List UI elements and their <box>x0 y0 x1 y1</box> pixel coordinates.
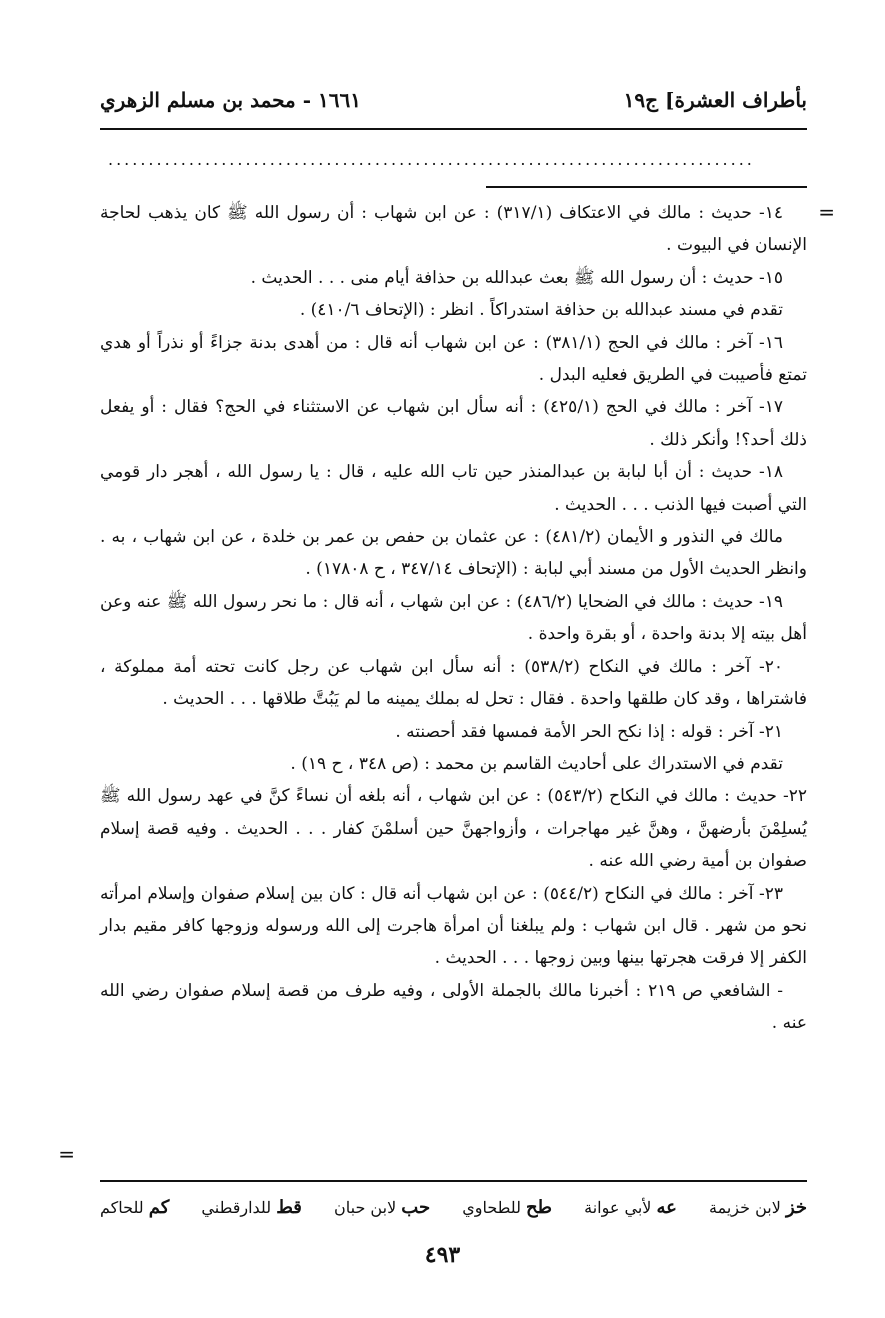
abbreviation-label: لأبي عوانة <box>584 1197 652 1217</box>
running-header <box>100 80 807 120</box>
abbreviation-code: خز <box>785 1196 807 1218</box>
page-number: ٤٩٣ <box>424 1242 461 1268</box>
continuation-dots: ................................................................................ <box>108 150 755 169</box>
abbreviation-label: لابن حبان <box>334 1197 397 1217</box>
paragraph: ١٨- حديث : أن أبا لبابة بن عبدالمنذر حين تاب الله عليه ، قال : يا رسول الله ، أهجر دار قومي التي أصبت فيها الذنب . . . الحديث . <box>100 462 807 515</box>
abbreviation-item <box>100 1197 169 1218</box>
abbreviation-item <box>584 1197 677 1218</box>
margin-mark-bottom: = <box>58 1142 75 1166</box>
abbreviation-label: لابن خزيمة <box>709 1197 781 1217</box>
abbreviation-item <box>201 1197 301 1218</box>
paragraph: - الشافعي ص ٢١٩ : أخبرنا مالك بالجملة الأولى ، وفيه طرف من قصة إسلام صفوان رضي الله عنه . <box>100 980 807 1034</box>
abbreviation-code: طح <box>526 1196 552 1218</box>
paragraph: ١٦- آخر : مالك في الحج (٣٨١/١) : عن ابن شهاب أنه قال : من أهدى بدنة جزاءً أو نذراً أو هدي تمتع فأصيبت في الطريق فعليه البدل . <box>100 332 807 386</box>
abbreviation-label: للطحاوي <box>462 1197 521 1217</box>
abbreviation-code: عه <box>656 1196 677 1218</box>
paragraph: ٢٠- آخر : مالك في النكاح (٥٣٨/٢) : أنه سأل ابن شهاب عن رجل كانت تحته أمة مملوكة ، فاشتراها ، وقد كان طلقها واحدة . فقال : تحل له بملك يمينه ما لم يَبُتَّ طلاقها . . . الحديث . <box>100 656 807 710</box>
paragraph: ١٥- حديث : أن رسول الله ﷺ بعث عبدالله بن حذافة أيام منى . . . الحديث . <box>250 267 783 288</box>
paragraph: ١٧- آخر : مالك في الحج (٤٢٥/١) : أنه سأل ابن شهاب عن الاستثناء في الحج؟ فقال : أو يفعل ذلك أحد؟! وأنكر ذلك . <box>100 397 807 450</box>
paragraph: ٢٢- حديث : مالك في النكاح (٥٤٣/٢) : عن ابن شهاب ، أنه بلغه أن نساءً كنَّ في عهد رسول الله ﷺ يُسلِمْنَ بأرضهنَّ ، وهنَّ غير مهاجرات ، وأزواجهنَّ حين أسلمْنَ كفار . . . الحديث . وفيه قصة إسلام صفوان بن أمية رضي الله عنه . <box>100 786 808 872</box>
paragraph: ١٩- حديث : مالك في الضحايا (٤٨٦/٢) : عن ابن شهاب ، أنه قال : ما نحر رسول الله ﷺ عنه وعن أهل بيته إلا بدنة واحدة ، أو بقرة واحدة . <box>100 591 807 645</box>
abbreviation-item <box>334 1197 430 1218</box>
abbreviation-item <box>462 1197 552 1218</box>
header-volume-title: بأطراف العشرة] ج١٩ <box>623 88 807 112</box>
abbreviation-code: قط <box>276 1196 302 1218</box>
abbreviation-code: حب <box>401 1196 431 1218</box>
paragraph: ١٤- حديث : مالك في الاعتكاف (٣١٧/١) : عن ابن شهاب : أن رسول الله ﷺ كان يذهب لحاجة الإنسان في البيوت . <box>100 203 807 256</box>
paragraph: ٢٣- آخر : مالك في النكاح (٥٤٤/٢) : عن ابن شهاب أنه قال : كان بين إسلام صفوان وإسلام امرأته نحو من شهر . قال ابن شهاب : ولم يبلغنا أن امرأة هاجرت إلى الله ورسوله وزوجها كافر مقيم بدار الكفر إلا فرقت هجرتها بينها وبين زوجها . . . الحديث . <box>100 883 807 969</box>
paragraph: مالك في النذور و الأيمان (٤٨١/٢) : عن عثمان بن حفص بن عمر بن خلدة ، عن ابن شهاب ، به . وانظر الحديث الأول من مسند أبي لبابة : (الإتحاف ٣٤٧/١٤ ، ح ١٧٨٠٨) . <box>100 527 807 580</box>
abbreviation-label: للدارقطني <box>201 1197 272 1217</box>
margin-mark-top: = <box>818 200 835 224</box>
section-rule <box>486 186 807 188</box>
paragraph: ٢١- آخر : قوله : إذا نكح الحر الأمة فمسها فقد أحصنته . <box>395 721 783 742</box>
abbreviation-code: كم <box>148 1196 170 1218</box>
header-chapter-title: ١٦٦١ - محمد بن مسلم الزهري <box>100 88 361 112</box>
body-text <box>100 197 807 1040</box>
header-rule <box>100 128 807 130</box>
abbreviation-key <box>100 1190 807 1224</box>
abbreviation-label: للحاكم <box>100 1197 144 1217</box>
abbreviation-item <box>709 1197 807 1218</box>
paragraph: تقدم في مسند عبدالله بن حذافة استدراكاً . انظر : (الإتحاف ٤١٠/٦) . <box>299 300 783 321</box>
paragraph: تقدم في الاستدراك على أحاديث القاسم بن محمد : (ص ٣٤٨ ، ح ١٩) . <box>290 753 783 774</box>
footer-rule <box>100 1180 807 1182</box>
